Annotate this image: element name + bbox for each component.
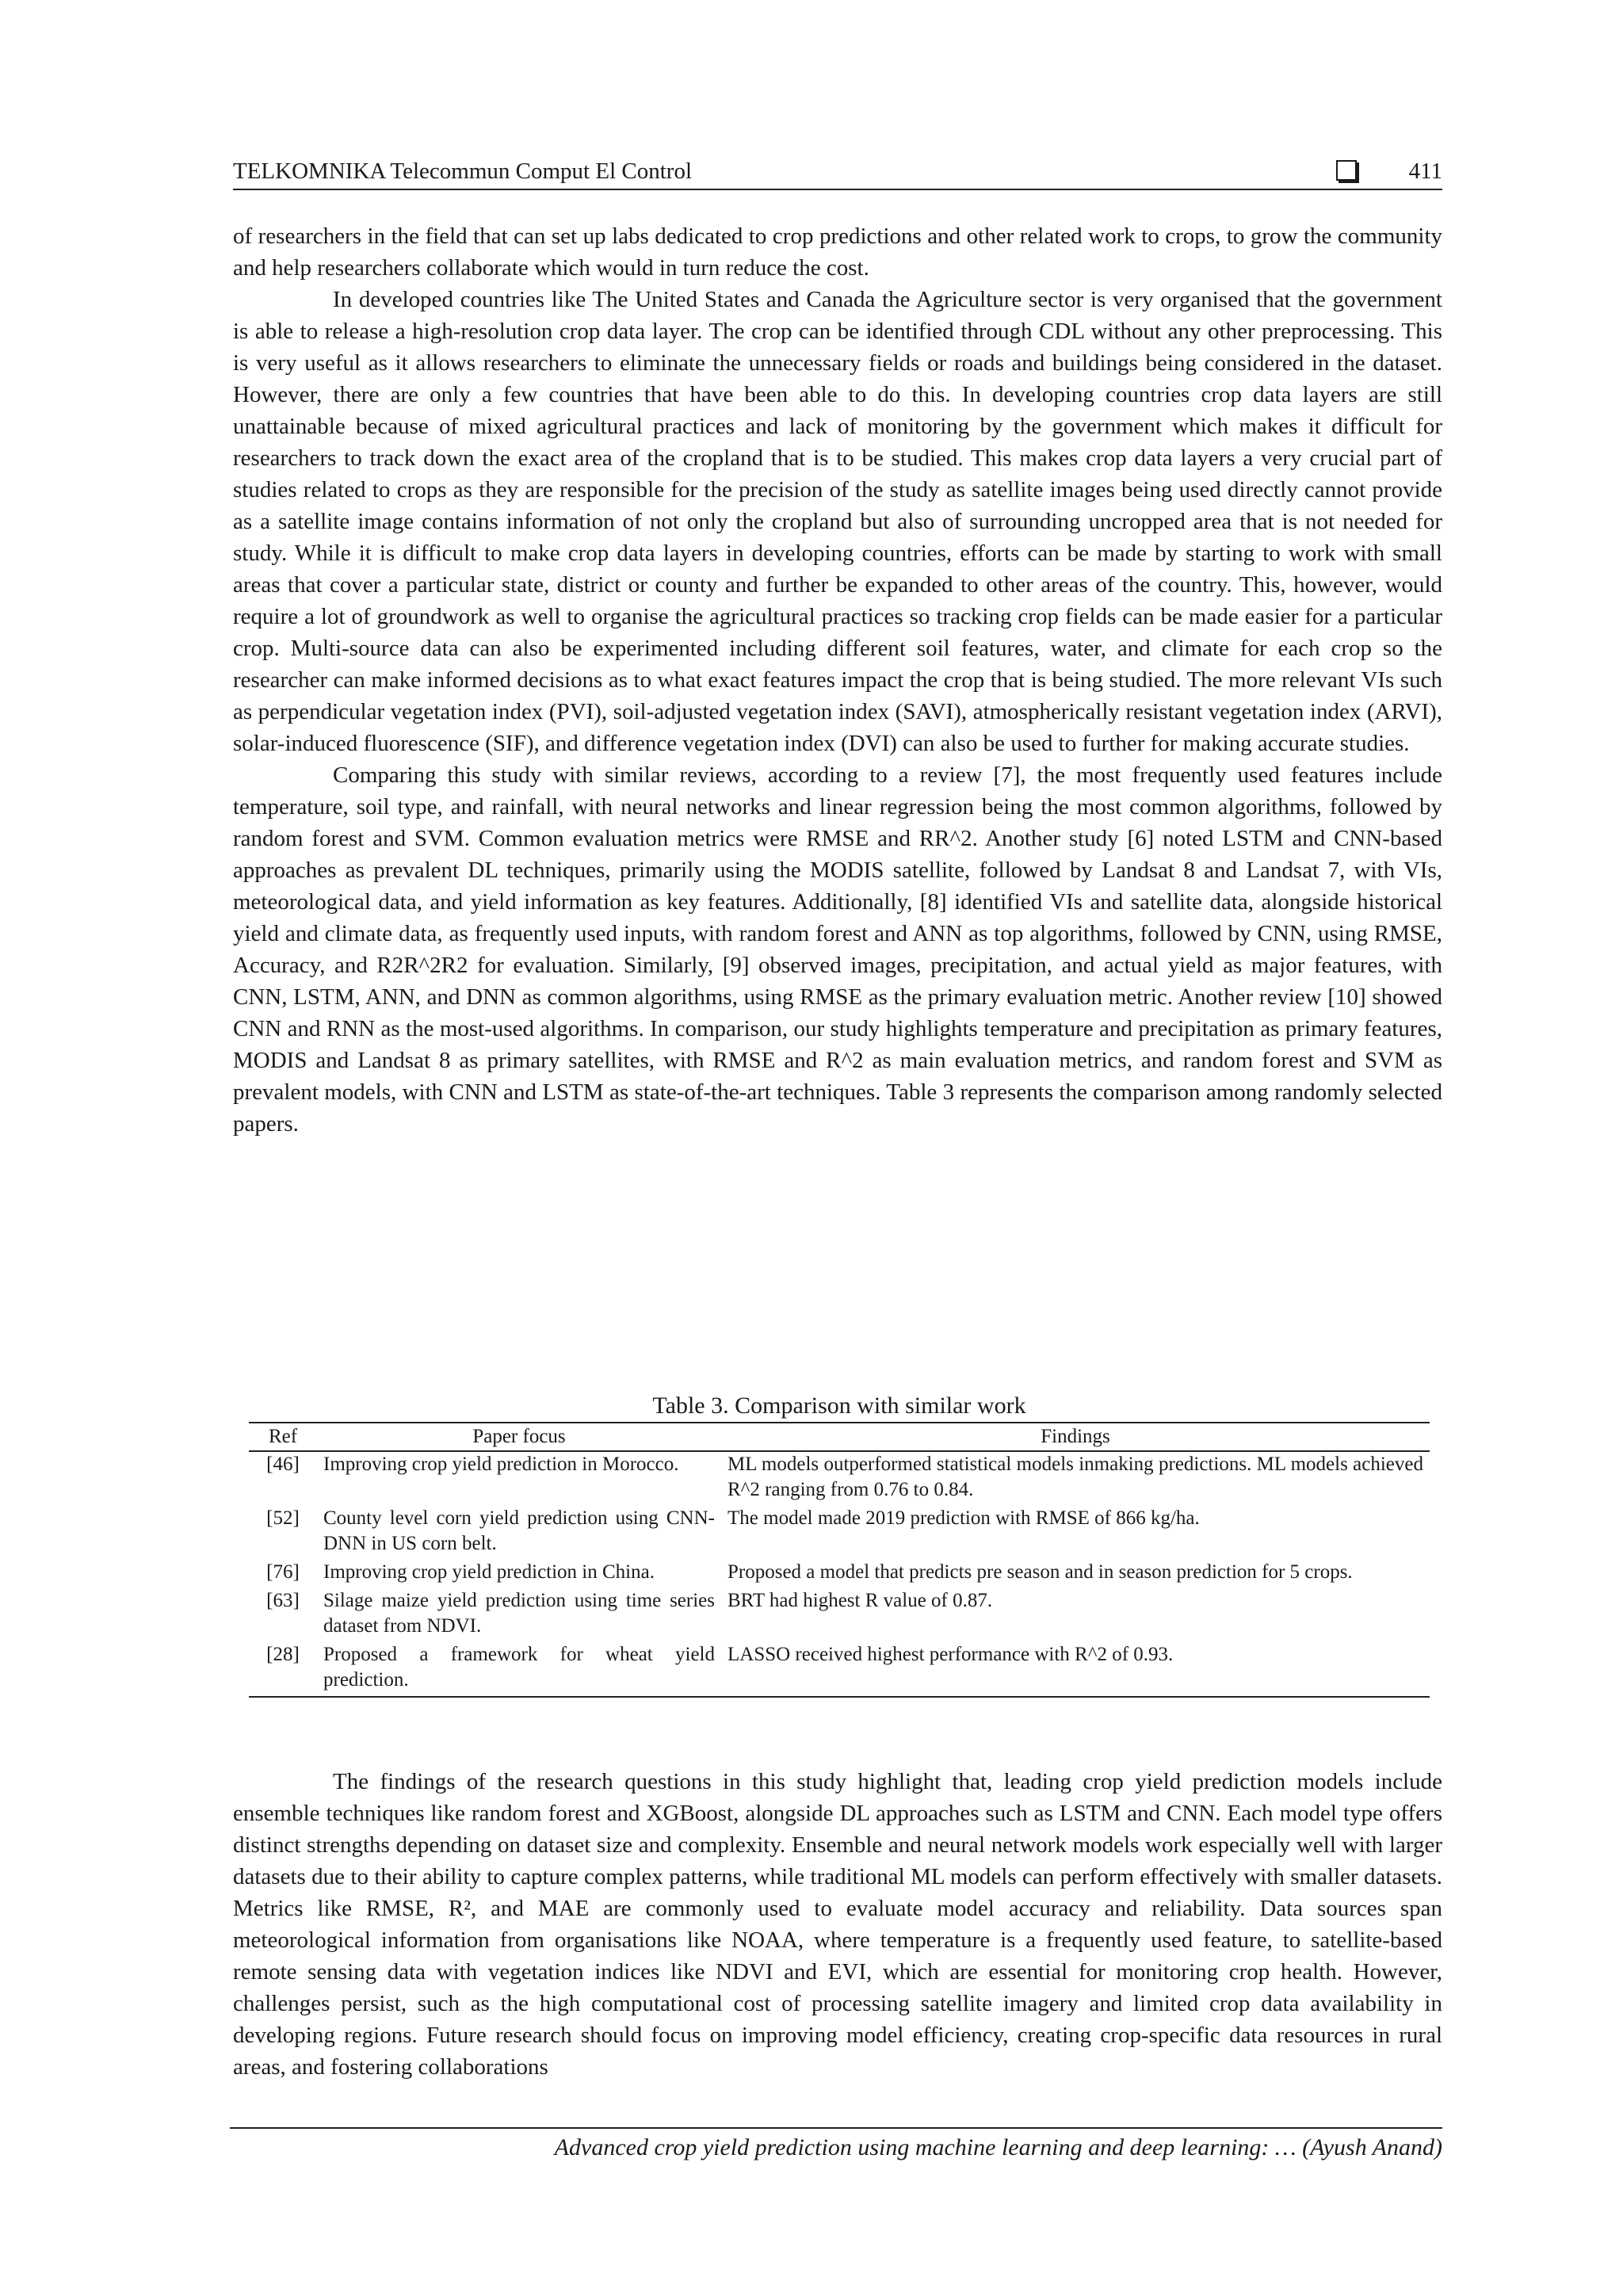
cell-ref: [52] bbox=[266, 1507, 300, 1529]
paragraph-findings: The findings of the research questions in this study highlight that, leading crop yield prediction models include ensemble techniques like random forest and XGBoost, alongside DL approaches such as LSTM and CNN. Each model type offers distinct strengths depending on dataset size and complexity. Ensemble and neural network models work especially well with larger datasets due to their ability to capture complex patterns, while traditional ML models can perform effectively with smaller datasets. Metrics like RMSE, R², and MAE are commonly used to evaluate model accuracy and reliability. Data sources span meteorological information from organisations like NOAA, where temperature is a frequently used feature, to satellite-based remote sensing data with vegetation indices like NDVI and EVI, which are essential for monitoring crop health. However, challenges persist, such as the high computational cost of processing satellite imagery and limited crop data availability in developing regions. Future research should focus on improving model efficiency, creating crop-specific data resources in rural areas, and fostering collaborations bbox=[233, 1769, 1442, 2080]
body-text-bottom bbox=[233, 1766, 1442, 2083]
table-row bbox=[249, 1560, 1430, 1588]
header-paper-focus: Paper focus bbox=[317, 1423, 721, 1451]
journal-title: TELKOMNIKA Telecommun Comput El Control bbox=[233, 159, 692, 184]
cell-findings: LASSO received highest performance with R^2 of 0.93. bbox=[721, 1642, 1430, 1697]
cell-focus: Silage maize yield prediction using time series dataset from NDVI. bbox=[323, 1590, 715, 1637]
cell-findings: Proposed a model that predicts pre season and in season prediction for 5 crops. bbox=[727, 1561, 1353, 1583]
cell-ref: [76] bbox=[266, 1561, 300, 1583]
comparison-table bbox=[249, 1422, 1430, 1698]
table-row bbox=[249, 1506, 1430, 1560]
cell-focus: Proposed a framework for wheat yield prediction. bbox=[317, 1642, 721, 1697]
page-number: 411 bbox=[1408, 159, 1442, 184]
table-row bbox=[249, 1451, 1430, 1506]
body-text-top bbox=[233, 220, 1442, 1140]
cell-focus: Improving crop yield prediction in China. bbox=[323, 1561, 655, 1583]
running-footer: Advanced crop yield prediction using machine learning and deep learning: … (Ayush Anand) bbox=[230, 2127, 1442, 2164]
cell-ref: [28] bbox=[249, 1642, 317, 1697]
cell-findings: ML models outperformed statistical models inmaking predictions. ML models achieved R^2 ranging from 0.76 to 0.84. bbox=[727, 1454, 1423, 1500]
cell-ref: [46] bbox=[266, 1454, 300, 1475]
table-caption: Table 3. Comparison with similar work bbox=[652, 1392, 1026, 1419]
running-header bbox=[233, 155, 1442, 190]
header-findings: Findings bbox=[721, 1423, 1430, 1451]
paragraph-crop-data-layers: In developed countries like The United States and Canada the Agriculture sector is very organised that the government is able to release a high-resolution crop data layer. The crop can be identified through CDL without any other preprocessing. This is very useful as it allows researchers to eliminate the unnecessary fields or roads and buildings being considered in the dataset. However, there are only a few countries that have been able to do this. In developing countries crop data layers are still unattainable because of mixed agricultural practices and lack of monitoring by the government which makes it difficult for researchers to track down the exact area of the cropland that is to be studied. This makes crop data layers a very crucial part of studies related to crops as they are responsible for the precision of the study as satellite images being used directly cannot provide as a satellite image contains information of not only the cropland but also of surrounding uncropped area that is not needed for study. While it is difficult to make crop data layers in developing countries, efforts can be made by starting to work with small areas that cover a particular state, district or county and further be expanded to other areas of the country. This, however, would require a lot of groundwork as well to organise the agricultural practices so tracking crop fields can be made easier for a particular crop. Multi-source data can also be experimented including different soil features, water, and climate for each crop so the researcher can make informed decisions as to what exact features impact the crop that is being studied. The more relevant VIs such as perpendicular vegetation index (PVI), soil-adjusted vegetation index (SAVI), atmospherically resistant vegetation index (ARVI), solar-induced fluorescence (SIF), and difference vegetation index (DVI) can also be used to further for making accurate studies. bbox=[233, 287, 1442, 756]
table-row bbox=[249, 1642, 1430, 1697]
table-row bbox=[249, 1588, 1430, 1642]
table-header-row bbox=[249, 1423, 1430, 1451]
cell-findings: The model made 2019 prediction with RMSE of 866 kg/ha. bbox=[727, 1507, 1200, 1529]
square-outline-icon bbox=[1336, 160, 1357, 181]
cell-ref: [63] bbox=[266, 1590, 300, 1611]
paragraph-continuation: of researchers in the field that can set up labs dedicated to crop predictions and other related work to crops, to grow the community and help researchers collaborate which would in turn reduce the cost. bbox=[233, 223, 1442, 281]
header-ref: Ref bbox=[249, 1423, 317, 1451]
cell-findings: BRT had highest R value of 0.87. bbox=[727, 1590, 993, 1611]
paragraph-comparison: Comparing this study with similar reviews, according to a review [7], the most frequently used features include temperature, soil type, and rainfall, with neural networks and linear regression being the most common algorithms, followed by random forest and SVM. Common evaluation metrics were RMSE and RR^2. Another study [6] noted LSTM and CNN-based approaches as prevalent DL techniques, primarily using the MODIS satellite, followed by Landsat 8 and Landsat 7, with VIs, meteorological data, and yield information as key features. Additionally, [8] identified VIs and satellite data, alongside historical yield and climate data, as frequently used inputs, with random forest and ANN as top algorithms, followed by CNN, using RMSE, Accuracy, and R2R^2R2 for evaluation. Similarly, [9] observed images, precipitation, and actual yield as major features, with CNN, LSTM, ANN, and DNN as common algorithms, using RMSE as the primary evaluation metric. Another review [10] showed CNN and RNN as the most-used algorithms. In comparison, our study highlights temperature and precipitation as primary features, MODIS and Landsat 8 as primary satellites, with RMSE and R^2 as main evaluation metrics, and random forest and SVM as prevalent models, with CNN and LSTM as state-of-the-art techniques. Table 3 represents the comparison among randomly selected papers. bbox=[233, 762, 1442, 1137]
cell-focus: Improving crop yield prediction in Morocco. bbox=[323, 1454, 679, 1475]
cell-focus: County level corn yield prediction using CNN-DNN in US corn belt. bbox=[323, 1507, 715, 1554]
